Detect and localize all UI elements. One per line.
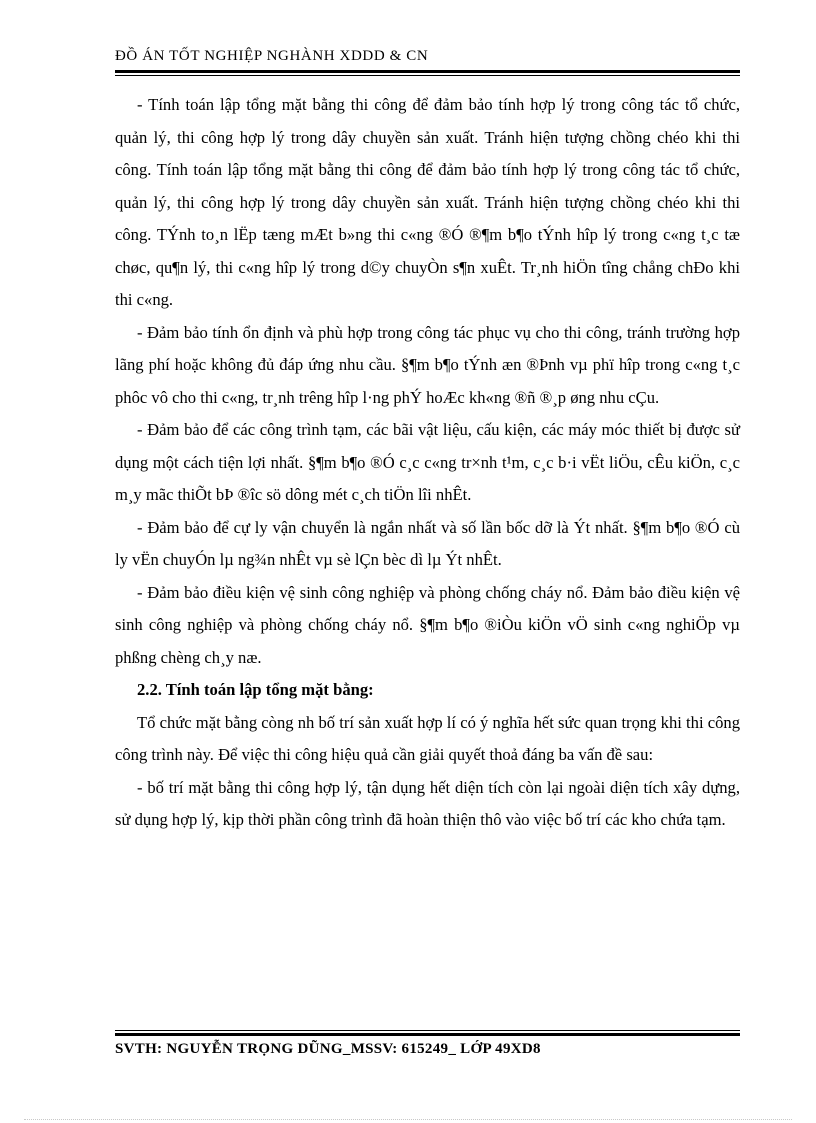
paragraph: - Đảm bảo điều kiện vệ sinh công nghiệp và phòng chống cháy nổ. Đảm bảo điều kiện vệ sinh công nghiệp và phòng chống cháy nổ. §¶m b¶o ®iÒu kiÖn vÖ sinh c«ng nghiÖp vµ phßng chèng ch¸y næ. xyxy=(115,582,740,667)
paragraph: - bố trí mặt bằng thi công hợp lý, tận dụng hết diện tích còn lại ngoài diện tích xây dựng, sử dụng hợp lý, kịp thời phần công trình đã hoàn thiện thô vào việc bố trí các kho chứa tạm. xyxy=(115,777,740,829)
section-heading: 2.2. Tính toán lập tổng mặt bằng: xyxy=(137,680,374,699)
footer-rule-thin xyxy=(115,1030,740,1031)
paragraph: - Đảm bảo tính ổn định và phù hợp trong công tác phục vụ cho thi công, tránh trường hợp lãng phí hoặc không đủ đáp ứng nhu cầu. §¶m b¶o tÝnh æn ®Þnh vµ phï hîp trong c«ng t¸c phôc vô cho thi c«ng, tr¸nh trêng hîp l·ng phÝ hoÆc kh«ng ®ñ ®¸p øng nhu cÇu. xyxy=(115,322,740,407)
header-rule-thick xyxy=(115,70,740,73)
document-body xyxy=(115,89,740,837)
header-rule-thin xyxy=(115,75,740,76)
paragraph: - Đảm bảo để cự ly vận chuyển là ngắn nhất và số lần bốc dỡ là Ýt nhất. §¶m b¶o ®Ó cù ly vËn chuyÓn lµ ng¾n nhÊt vµ sè lÇn bèc dì lµ Ýt nhÊt. xyxy=(115,517,740,569)
footer-rule-thick xyxy=(115,1033,740,1036)
paragraph: - Đảm bảo để các công trình tạm, các bãi vật liệu, cấu kiện, các máy móc thiết bị được sử dụng một cách tiện lợi nhất. §¶m b¶o ®Ó c¸c c«ng tr×nh t¹m, c¸c b·i vËt liÖu, cÊu kiÖn, c¸c m¸y mãc thiÕt bÞ ®îc sö dông mét c¸ch tiÖn lîi nhÊt. xyxy=(115,420,740,504)
paragraph: - Tính toán lập tổng mặt bằng thi công để đảm bảo tính hợp lý trong công tác tổ chức, quản lý, thi công hợp lý trong dây chuyền sản xuất. Tránh hiện tượng chồng chéo khi thi công. Tính toán lập tổng mặt bằng thi công để đảm bảo tính hợp lý trong công tác tổ chức, quản lý, thi công hợp lý trong dây chuyền sản xuất. Tránh hiện tượng chồng chéo khi thi công. TÝnh to¸n lËp tæng mÆt b»ng thi c«ng ®Ó ®¶m b¶o tÝnh hîp lý trong c«ng t¸c tæ chøc, qu¶n lý, thi c«ng hîp lý trong d©y chuyÒn s¶n xuÊt. Tr¸nh hiÖn tîng chång chÐo khi thi c«ng. xyxy=(115,95,740,309)
paragraph: Tổ chức mặt bằng còng nh bố trí sản xuất hợp lí có ý nghĩa hết sức quan trọng khi thi công công trình này. Để việc thi công hiệu quả cần giải quyết thoả đáng ba vấn đề sau: xyxy=(115,712,740,764)
header-title: ĐỒ ÁN TỐT NGHIỆP NGHÀNH XDDD & CN xyxy=(115,48,429,64)
page-bottom-edge xyxy=(24,1119,792,1120)
footer-student-info: SVTH: NGUYỄN TRỌNG DŨNG_MSSV: 615249_ LỚP 49XD8 xyxy=(115,1041,541,1057)
